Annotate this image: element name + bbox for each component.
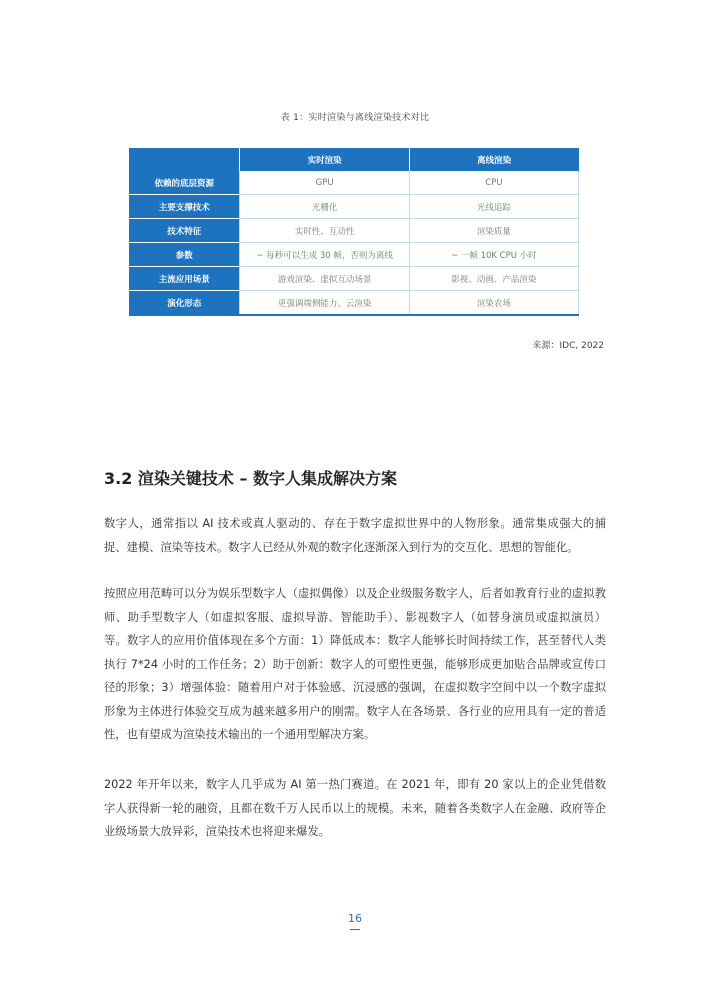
- table-header-row: [129, 148, 579, 171]
- page-number: 16: [348, 912, 362, 925]
- row-header: 技术特征: [129, 219, 240, 243]
- cell-realtime: 实时性、互动性: [240, 219, 409, 243]
- row-header: 主流应用场景: [129, 267, 240, 291]
- table-corner-cell: [129, 148, 240, 171]
- cell-realtime: 更强调端侧能力、云渲染: [240, 291, 409, 316]
- row-header: 演化形态: [129, 291, 240, 316]
- column-header-realtime: 实时渲染: [240, 148, 409, 171]
- body-paragraph: 按照应用范畴可以分为娱乐型数字人（虚拟偶像）以及企业级服务数字人，后者如教育行业的虚拟教师、助手型数字人（如虚拟客服、虚拟导游、智能助手）、影视数字人（如替身演员或虚拟演员）等。数字人的应用价值体现在多个方面：1）降低成本：数字人能够长时间持续工作，甚至替代人类执行 7*24 小时的工作任务；2）助于创新：数字人的可塑性更强，能够形成更加贴合品牌或宣传口径的形象；3）增强体验：随着用户对于体验感、沉浸感的强调，在虚拟数字空间中以一个数字虚拟形象为主体进行体验交互成为越来越多用户的刚需。数字人在各场景、各行业的应用具有一定的普适性，也有望成为渲染技术输出的一个通用型解决方案。: [104, 587, 606, 741]
- cell-realtime: 光栅化: [240, 195, 409, 219]
- row-header: 依赖的底层资源: [129, 171, 240, 195]
- cell-offline: CPU: [409, 171, 578, 195]
- table-row: [129, 219, 579, 243]
- column-header-offline: 离线渲染: [409, 148, 578, 171]
- cell-offline: 渲染质量: [409, 219, 578, 243]
- row-header: 参数: [129, 243, 240, 267]
- body-paragraph: 数字人，通常指以 AI 技术或真人驱动的、存在于数字虚拟世界中的人物形象。通常集成强大的捕捉、建模、渲染等技术。数字人已经从外观的数字化逐渐深入到行为的交互化、思想的智能化。: [104, 517, 606, 554]
- cell-offline: 光线追踪: [409, 195, 578, 219]
- table-row: [129, 243, 579, 267]
- table-row: [129, 195, 579, 219]
- comparison-table: [129, 148, 579, 316]
- cell-offline: 渲染农场: [409, 291, 578, 316]
- table-row: [129, 171, 579, 195]
- section-heading: 3.2 渲染关键技术 – 数字人集成解决方案: [104, 469, 398, 488]
- table-row: [129, 267, 579, 291]
- cell-offline: 影视、动画、产品渲染: [409, 267, 578, 291]
- body-paragraph: 2022 年开年以来，数字人几乎成为 AI 第一热门赛道。在 2021 年，即有 20 家以上的企业凭借数字人获得新一轮的融资，且都在数千万人民币以上的规模。未来，随着各类数字人在金融、政府等企业级场景大放异彩，渲染技术也将迎来爆发。: [104, 778, 606, 838]
- row-header: 主要支撑技术: [129, 195, 240, 219]
- cell-offline: ~ 一帧 10K CPU 小时: [409, 243, 578, 267]
- cell-realtime: 游戏渲染、虚拟互动场景: [240, 267, 409, 291]
- table-source-note: 来源：IDC, 2022: [532, 341, 604, 351]
- page-number-underline: [350, 929, 360, 930]
- table-caption: 表 1：实时渲染与离线渲染技术对比: [280, 113, 430, 123]
- cell-realtime: GPU: [240, 171, 409, 195]
- table-row: [129, 291, 579, 316]
- cell-realtime: ~ 每秒可以生成 30 帧，否则为离线: [240, 243, 409, 267]
